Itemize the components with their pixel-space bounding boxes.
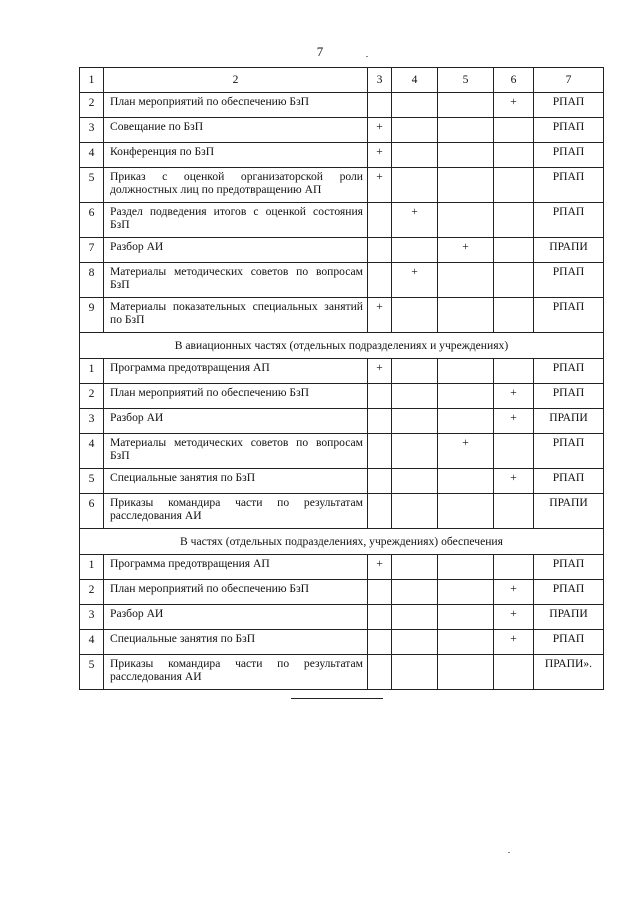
responsible-doc: РПАП bbox=[534, 384, 604, 409]
page-number: 7 bbox=[316, 44, 324, 59]
row-number: 5 bbox=[80, 168, 104, 203]
row-description: Специальные занятия по БзП bbox=[104, 469, 368, 494]
header-cell: 2 bbox=[104, 68, 368, 93]
col6-mark bbox=[494, 238, 534, 263]
col3-mark bbox=[368, 469, 392, 494]
responsible-doc: РПАП bbox=[534, 298, 604, 333]
responsible-doc: ПРАПИ bbox=[534, 409, 604, 434]
col5-mark bbox=[438, 469, 494, 494]
col3-mark: + bbox=[368, 118, 392, 143]
row-description: Материалы методических советов по вопросам БзП bbox=[104, 263, 368, 298]
responsible-doc: РПАП bbox=[534, 203, 604, 238]
col6-mark bbox=[494, 168, 534, 203]
responsible-doc: РПАП bbox=[534, 359, 604, 384]
table-row bbox=[80, 359, 604, 384]
col3-mark bbox=[368, 409, 392, 434]
col5-mark bbox=[438, 409, 494, 434]
row-description: План мероприятий по обеспечению БзП bbox=[104, 384, 368, 409]
col4-mark bbox=[392, 384, 438, 409]
row-number: 2 bbox=[80, 580, 104, 605]
col5-mark bbox=[438, 263, 494, 298]
col6-mark bbox=[494, 359, 534, 384]
table-row bbox=[80, 434, 604, 469]
responsible-doc: РПАП bbox=[534, 580, 604, 605]
responsible-doc: РПАП bbox=[534, 168, 604, 203]
col6-mark bbox=[494, 143, 534, 168]
row-description: Разбор АИ bbox=[104, 238, 368, 263]
row-description: План мероприятий по обеспечению БзП bbox=[104, 93, 368, 118]
col3-mark: + bbox=[368, 143, 392, 168]
col5-mark bbox=[438, 494, 494, 529]
col6-mark: + bbox=[494, 93, 534, 118]
responsible-doc: РПАП bbox=[534, 434, 604, 469]
row-description: Разбор АИ bbox=[104, 605, 368, 630]
col5-mark bbox=[438, 605, 494, 630]
row-number: 4 bbox=[80, 143, 104, 168]
table-row bbox=[80, 494, 604, 529]
col3-mark bbox=[368, 384, 392, 409]
table-row bbox=[80, 203, 604, 238]
row-number: 2 bbox=[80, 384, 104, 409]
col6-mark: + bbox=[494, 580, 534, 605]
col5-mark bbox=[438, 655, 494, 690]
row-number: 6 bbox=[80, 494, 104, 529]
col6-mark bbox=[494, 494, 534, 529]
col4-mark bbox=[392, 143, 438, 168]
row-number: 1 bbox=[80, 555, 104, 580]
row-description: Конференция по БзП bbox=[104, 143, 368, 168]
measures-table bbox=[79, 67, 604, 690]
footer-divider bbox=[291, 698, 383, 699]
col6-mark bbox=[494, 203, 534, 238]
col4-mark bbox=[392, 555, 438, 580]
col5-mark bbox=[438, 93, 494, 118]
row-number: 2 bbox=[80, 93, 104, 118]
responsible-doc: ПРАПИ bbox=[534, 605, 604, 630]
col5-mark bbox=[438, 143, 494, 168]
row-number: 9 bbox=[80, 298, 104, 333]
col6-mark: + bbox=[494, 469, 534, 494]
responsible-doc: ПРАПИ bbox=[534, 238, 604, 263]
col4-mark bbox=[392, 580, 438, 605]
row-number: 3 bbox=[80, 605, 104, 630]
col5-mark bbox=[438, 118, 494, 143]
row-description: Приказ с оценкой организаторской роли должностных лиц по предотвращению АП bbox=[104, 168, 368, 203]
col5-mark bbox=[438, 168, 494, 203]
row-number: 6 bbox=[80, 203, 104, 238]
col3-mark bbox=[368, 238, 392, 263]
col3-mark: + bbox=[368, 555, 392, 580]
col5-mark bbox=[438, 630, 494, 655]
col4-mark bbox=[392, 605, 438, 630]
responsible-doc: РПАП bbox=[534, 93, 604, 118]
col5-mark bbox=[438, 359, 494, 384]
col6-mark: + bbox=[494, 630, 534, 655]
section-heading-row bbox=[80, 333, 604, 359]
col4-mark: + bbox=[392, 263, 438, 298]
row-description: Разбор АИ bbox=[104, 409, 368, 434]
table-row bbox=[80, 655, 604, 690]
col6-mark bbox=[494, 298, 534, 333]
col6-mark bbox=[494, 118, 534, 143]
row-number: 4 bbox=[80, 630, 104, 655]
col3-mark bbox=[368, 580, 392, 605]
table-row bbox=[80, 384, 604, 409]
col3-mark: + bbox=[368, 298, 392, 333]
row-description: Специальные занятия по БзП bbox=[104, 630, 368, 655]
table-row bbox=[80, 630, 604, 655]
responsible-doc: РПАП bbox=[534, 469, 604, 494]
header-cell: 4 bbox=[392, 68, 438, 93]
table-row bbox=[80, 238, 604, 263]
row-description: Раздел подведения итогов с оценкой состояния БзП bbox=[104, 203, 368, 238]
scan-speck bbox=[508, 852, 510, 853]
table-row bbox=[80, 555, 604, 580]
table-row bbox=[80, 580, 604, 605]
col4-mark bbox=[392, 168, 438, 203]
row-number: 3 bbox=[80, 118, 104, 143]
table-row bbox=[80, 263, 604, 298]
row-description: Программа предотвращения АП bbox=[104, 555, 368, 580]
table-row bbox=[80, 143, 604, 168]
section-title: В авиационных частях (отдельных подразделениях и учреждениях) bbox=[80, 333, 604, 359]
table-row bbox=[80, 93, 604, 118]
col4-mark bbox=[392, 238, 438, 263]
row-description: Приказы командира части по результатам расследования АИ bbox=[104, 494, 368, 529]
header-cell: 6 bbox=[494, 68, 534, 93]
row-number: 1 bbox=[80, 359, 104, 384]
col4-mark bbox=[392, 93, 438, 118]
section-heading-row bbox=[80, 529, 604, 555]
responsible-doc: ПРАПИ bbox=[534, 494, 604, 529]
row-description: Программа предотвращения АП bbox=[104, 359, 368, 384]
scan-speck bbox=[366, 56, 368, 57]
col4-mark bbox=[392, 409, 438, 434]
row-number: 5 bbox=[80, 469, 104, 494]
responsible-doc: РПАП bbox=[534, 555, 604, 580]
col5-mark bbox=[438, 580, 494, 605]
col3-mark bbox=[368, 263, 392, 298]
row-number: 8 bbox=[80, 263, 104, 298]
col5-mark bbox=[438, 555, 494, 580]
col4-mark bbox=[392, 494, 438, 529]
table-row bbox=[80, 409, 604, 434]
col3-mark bbox=[368, 434, 392, 469]
row-description: План мероприятий по обеспечению БзП bbox=[104, 580, 368, 605]
table-row bbox=[80, 118, 604, 143]
col4-mark bbox=[392, 469, 438, 494]
col3-mark bbox=[368, 630, 392, 655]
col3-mark bbox=[368, 605, 392, 630]
row-number: 5 bbox=[80, 655, 104, 690]
row-number: 3 bbox=[80, 409, 104, 434]
table-row bbox=[80, 298, 604, 333]
col6-mark bbox=[494, 555, 534, 580]
responsible-doc: РПАП bbox=[534, 118, 604, 143]
col4-mark bbox=[392, 655, 438, 690]
col4-mark bbox=[392, 359, 438, 384]
col3-mark bbox=[368, 494, 392, 529]
responsible-doc: РПАП bbox=[534, 630, 604, 655]
header-cell: 7 bbox=[534, 68, 604, 93]
col4-mark bbox=[392, 118, 438, 143]
responsible-doc: ПРАПИ». bbox=[534, 655, 604, 690]
header-cell: 3 bbox=[368, 68, 392, 93]
row-description: Приказы командира части по результатам расследования АИ bbox=[104, 655, 368, 690]
col6-mark bbox=[494, 655, 534, 690]
table-row bbox=[80, 469, 604, 494]
col6-mark: + bbox=[494, 605, 534, 630]
section-title: В частях (отдельных подразделениях, учреждениях) обеспечения bbox=[80, 529, 604, 555]
header-cell: 1 bbox=[80, 68, 104, 93]
col4-mark: + bbox=[392, 203, 438, 238]
row-number: 7 bbox=[80, 238, 104, 263]
row-description: Материалы методических советов по вопросам БзП bbox=[104, 434, 368, 469]
col3-mark bbox=[368, 93, 392, 118]
col6-mark bbox=[494, 263, 534, 298]
row-description: Материалы показательных специальных занятий по БзП bbox=[104, 298, 368, 333]
col4-mark bbox=[392, 298, 438, 333]
col3-mark bbox=[368, 203, 392, 238]
col4-mark bbox=[392, 630, 438, 655]
col6-mark bbox=[494, 434, 534, 469]
col5-mark: + bbox=[438, 238, 494, 263]
responsible-doc: РПАП bbox=[534, 143, 604, 168]
table-row bbox=[80, 168, 604, 203]
col5-mark bbox=[438, 203, 494, 238]
header-cell: 5 bbox=[438, 68, 494, 93]
table-header-row bbox=[80, 68, 604, 93]
col6-mark: + bbox=[494, 384, 534, 409]
row-description: Совещание по БзП bbox=[104, 118, 368, 143]
col3-mark: + bbox=[368, 359, 392, 384]
col5-mark bbox=[438, 384, 494, 409]
row-number: 4 bbox=[80, 434, 104, 469]
col5-mark: + bbox=[438, 434, 494, 469]
col5-mark bbox=[438, 298, 494, 333]
col3-mark: + bbox=[368, 168, 392, 203]
responsible-doc: РПАП bbox=[534, 263, 604, 298]
table-row bbox=[80, 605, 604, 630]
col6-mark: + bbox=[494, 409, 534, 434]
col3-mark bbox=[368, 655, 392, 690]
col4-mark bbox=[392, 434, 438, 469]
